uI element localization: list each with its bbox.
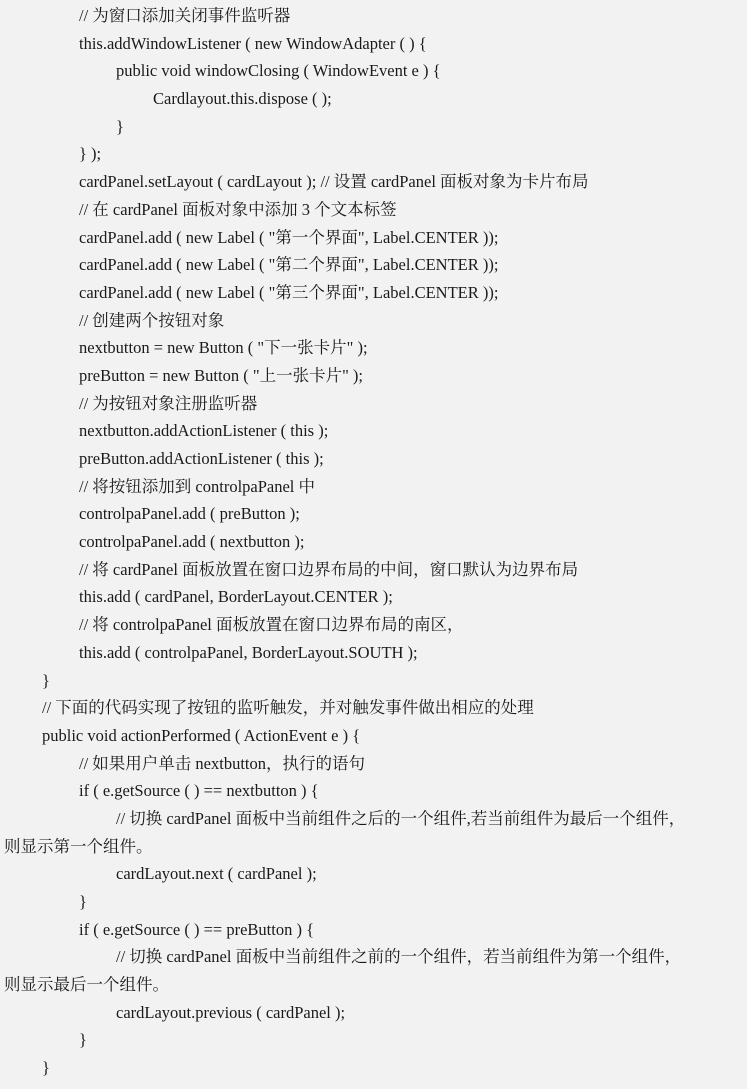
code-line: // 如果用户单击 nextbutton，执行的语句	[79, 753, 365, 773]
code-line: this.add ( cardPanel, BorderLayout.CENTER );	[79, 587, 393, 607]
code-line: }	[42, 1058, 50, 1078]
code-line: if ( e.getSource ( ) == nextbutton ) {	[79, 781, 319, 801]
code-line: controlpaPanel.add ( nextbutton );	[79, 532, 305, 552]
code-line: // 下面的代码实现了按钮的监听触发，并对触发事件做出相应的处理	[42, 698, 534, 718]
code-line: // 将 cardPanel 面板放置在窗口边界布局的中间，窗口默认为边界布局	[79, 559, 579, 579]
code-line: } );	[79, 144, 102, 164]
code-line: public void windowClosing ( WindowEvent e ) {	[116, 61, 441, 81]
code-line: 则显示最后一个组件。	[4, 975, 169, 995]
code-line: Cardlayout.this.dispose ( );	[153, 89, 332, 109]
code-line: preButton.addActionListener ( this );	[79, 449, 324, 468]
code-line: controlpaPanel.add ( preButton );	[79, 504, 300, 524]
code-line: // 在 cardPanel 面板对象中添加 3 个文本标签	[79, 199, 397, 219]
code-line: nextbutton.addActionListener ( this );	[79, 421, 329, 441]
code-line: nextbutton = new Button ( "下一张卡片" );	[79, 338, 368, 358]
code-line: 则显示第一个组件。	[4, 836, 153, 856]
code-line: public void actionPerformed ( ActionEvent e ) {	[42, 725, 361, 745]
code-line: preButton = new Button ( "上一张卡片" );	[79, 365, 364, 385]
code-line: // 将按钮添加到 controlpaPanel 中	[79, 476, 316, 496]
code-line: cardPanel.setLayout ( cardLayout ); // 设置 cardPanel 面板对象为卡片布局	[79, 172, 589, 192]
code-line: // 创建两个按钮对象	[79, 310, 225, 330]
code-line: }	[79, 892, 87, 911]
code-line: }	[42, 670, 50, 690]
code-line: cardLayout.next ( cardPanel );	[116, 864, 317, 884]
code-line: // 切换 cardPanel 面板中当前组件之前的一个组件，若当前组件为第一个组件，	[116, 947, 682, 967]
code-line: // 切换 cardPanel 面板中当前组件之后的一个组件,若当前组件为最后一个组件，	[116, 808, 686, 828]
code-line: if ( e.getSource ( ) == preButton ) {	[79, 919, 315, 939]
code-line: // 为按钮对象注册监听器	[79, 393, 258, 413]
code-line: cardLayout.previous ( cardPanel );	[116, 1002, 346, 1022]
code-line: }	[116, 116, 124, 136]
code-line: // 将 controlpaPanel 面板放置在窗口边界布局的南区，	[79, 615, 464, 635]
code-line: }	[79, 1030, 87, 1050]
code-line: this.add ( controlpaPanel, BorderLayout.SOUTH );	[79, 642, 418, 662]
code-line: cardPanel.add ( new Label ( "第二个界面", Label.CENTER ));	[79, 255, 499, 275]
code-line: cardPanel.add ( new Label ( "第一个界面", Label.CENTER ));	[79, 227, 499, 247]
code-line: // 为窗口添加关闭事件监听器	[79, 6, 291, 25]
code-line: this.addWindowListener ( new WindowAdapter ( ) {	[79, 33, 427, 53]
code-line: cardPanel.add ( new Label ( "第三个界面", Label.CENTER ));	[79, 282, 499, 302]
